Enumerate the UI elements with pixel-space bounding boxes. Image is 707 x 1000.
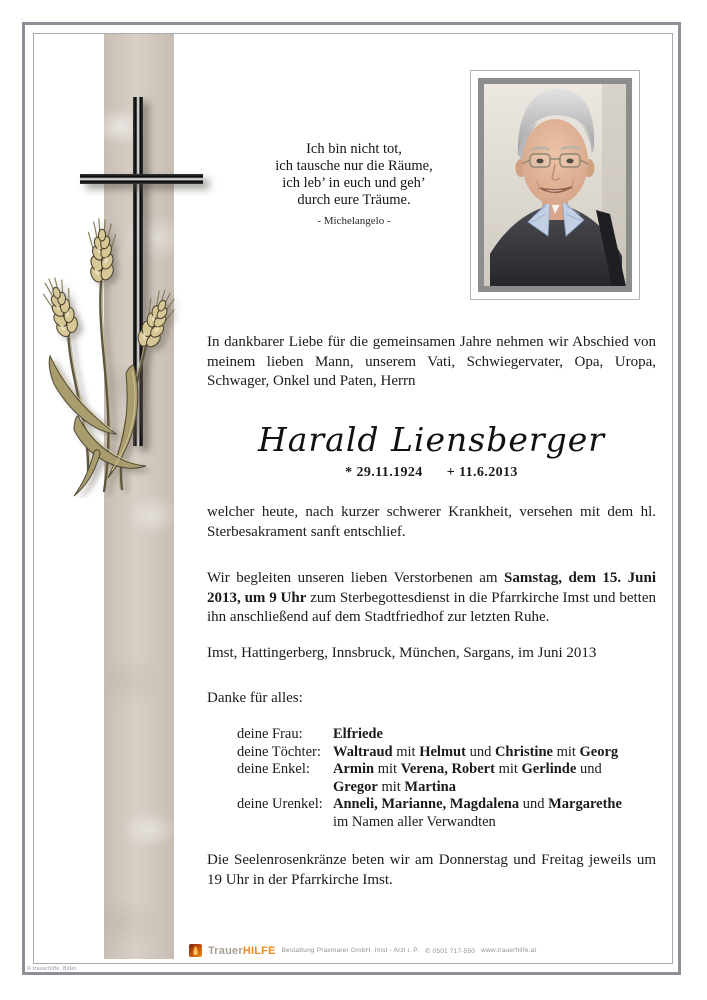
trauerhilfe-logo: TrauerHILFE [208,944,276,957]
family-label: deine Enkel: [237,761,310,777]
poem [230,141,478,230]
poem-line: ich leb’ in euch und geh’ [282,175,426,191]
places-line: Imst, Hattingerberg, Innsbruck, München, Sargans, im Juni 2013 [207,645,597,661]
website-url: www.trauerhilfe.at [481,947,537,954]
family-list [207,726,656,831]
portrait-of-deceased [484,84,626,286]
company-name: Bestattung Praxmarer GmbH, Imst - Arzl i. P. [281,947,419,954]
family-label: deine Töchter: [237,743,321,760]
life-dates [207,465,656,481]
family-names: Anneli, Marianne, Magdalena und Margarethe im Namen aller Verwandten [333,796,622,830]
portrait-photo [478,78,632,292]
portrait-photo-frame [470,70,640,300]
family-label: deine Frau: [237,726,303,742]
family-names: Armin mit Verena, Robert mit Gerlinde und Gregor mit Martina [333,761,602,795]
family-row-daughters [207,744,656,762]
intro-paragraph: In dankbarer Liebe für die gemeinsamen Jahre nehmen wir Abschied von meinem lieben Mann, unserem Vati, Schwiegervater, Opa, Uropa, Schwager, Onkel und Paten, Herrn [207,334,656,389]
death-date: + 11.6.2013 [446,465,518,480]
poem-line: ich tausche nur die Räume, [275,158,433,174]
poem-attribution: - Michelangelo - [317,215,391,227]
wheat-graphic [36,208,190,498]
family-row-great-grandchildren [207,796,656,831]
thanks-line: Danke für alles: [207,690,303,706]
phone-number: ✆ 0501 717-550 [424,947,476,955]
family-row-grandchildren [207,761,656,796]
family-row-wife [207,726,656,744]
poem-line: durch eure Träume. [297,192,411,208]
family-names: Waltraud mit Helmut und Christine mit Georg [333,743,619,760]
deceased-name: Harald Liensberger [257,420,606,459]
copyright-note: © trauerhilfe. Billet [27,966,77,972]
family-names: Elfriede [333,726,383,742]
poem-line: Ich bin nicht tot, [306,141,402,157]
funeral-home-footer [189,944,536,957]
rosary-paragraph: Die Seelenrosenkränze beten wir am Donnerstag und Freitag jeweils um 19 Uhr in der Pfarrkirche Imst. [207,852,656,888]
funeral-paragraph: Wir begleiten unseren lieben Verstorbenen am Samstag, dem 15. Juni 2013, um 9 Uhr zum Sterbegottesdienst in die Pfarrkirche Imst und betten ihn anschließend auf dem Stadtfriedhof zur letzten Ruhe. [207,570,656,625]
flame-icon [189,944,202,957]
death-notice-paragraph: welcher heute, nach kurzer schwerer Krankheit, versehen mit dem hl. Sterbesakrament sanft entschlief. [207,504,656,540]
cross-icon [80,174,203,184]
birth-date: * 29.11.1924 [345,465,423,480]
family-label: deine Urenkel: [237,796,323,812]
